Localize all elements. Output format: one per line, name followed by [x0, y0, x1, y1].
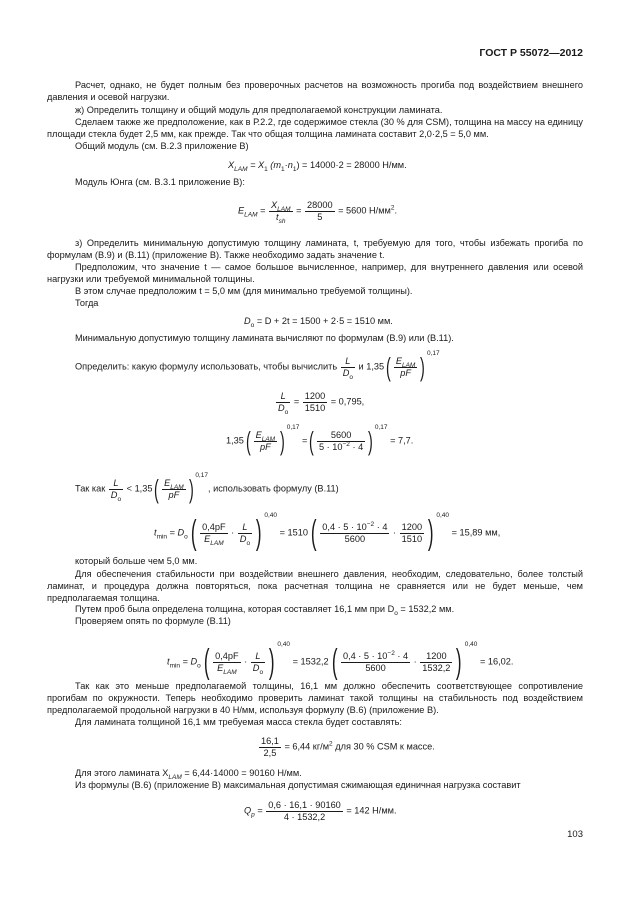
equation-ratio: $\frac{L}{D_o}$ = $\frac{1200}{1510}$ = 0,795,	[278, 391, 365, 416]
paragraph: з) Определить минимальную допустимую толщину ламината, t, требуемую для того, чтобы избежать прогиба по формулам (В.9) и (В.11) (приложение В). Также необходимо задать значение t.	[47, 238, 583, 260]
equation-tmin-1: $t_{min} = D_o$( $\frac{0,4pF}{E_{LAM}}$ · $\frac{L}{D_o}$ ) $^{0,40}$ = 1510( $\frac{0,4 \cdot 5 \cdot 10^{-2} \cdot 4}{5600}$ · $\frac{1200}{1510}$ ) $^{0,40}$ = 15,89 мм,	[154, 512, 501, 552]
equation-stiffness: 1,35( $\frac{E_{LAM}}{pF}$ ) $^{0,17}$ =( $\frac{5600}{5 \cdot 10^{-2} \cdot 4}$ ) $^{0,17}$ = 7,7.	[226, 424, 414, 456]
paragraph: Минимальную допустимую толщину ламината вычисляют по формулам (В.9) или (В.11).	[75, 333, 454, 343]
paragraph: В этом случае предположим t = 5,0 мм (для минимально требуемой толщины).	[75, 286, 413, 296]
paragraph: Предположим, что значение t — самое большое вычисленное, например, для внутреннего давления или осевой нагрузки или требуемой минимальной толщины.	[47, 262, 583, 284]
paragraph: Общий модуль (см. В.2.3 приложение В)	[75, 141, 249, 151]
document-header: ГОСТ Р 55072—2012	[479, 47, 583, 59]
page-number: 103	[567, 829, 583, 840]
paragraph: который больше чем 5,0 мм.	[75, 556, 198, 566]
paragraph: Для этого ламината $X_{LAM} = 6,44\cdot 14000 = 90160$ Н/мм.	[75, 768, 302, 781]
equation-tmin-2: $t_{min} = D_o$( $\frac{0,4pF}{E_{LAM}}$ · $\frac{L}{D_o}$ ) $^{0,40}$ = 1532,2( $\frac{0,4 \cdot 5 \cdot 10^{-2} \cdot 4}{5600}$ · $\frac{1200}{1532,2}$ ) $^{0,40}$ = 16,02.	[167, 641, 514, 681]
paragraph: Из формулы (В.6) (приложение В) максимальная допустимая сжимающая единичная нагрузка составит	[75, 780, 521, 790]
paragraph: Проверяем опять по формуле (В.11)	[75, 616, 231, 626]
paragraph: Для обеспечения стабильности при воздействии внешнего давления, необходим, следовательно, более толстый ламинат, и процедура должна повторяться, пока расчетная толщина не сравняется или не будет меньше, чем предполагаемая толщина.	[47, 569, 583, 603]
equation-xlam: $X_{LAM} = X_1$ $(m_1\cdot n_1) = 14000\cdot 2 = 28000$ Н/мм.	[228, 160, 407, 173]
paragraph: Для ламината толщиной 16,1 мм требуемая масса стекла будет составлять:	[75, 717, 402, 727]
equation-qp: $Q_p$ = $\frac{0,6 \cdot 16,1 \cdot 90160}{4 \cdot 1532,2}$ = 142 Н/мм.	[244, 800, 397, 822]
paragraph: Модуль Юнга (см. В.3.1 приложение В):	[75, 177, 245, 187]
paragraph: Расчет, однако, не будет полным без проверочных расчетов на возможность прогиба под воздействием внешнего давления и осевой нагрузки.	[47, 80, 583, 102]
paragraph: Сделаем также же предположение, как в Р.2.2, где содержимое стекла (30 % для CSM), толщина на массу на единицу площади стекла будет 2,5 мм, как прежде. Так что общая толщина ламината составит 2,0·2,5 = 5,0 мм.	[47, 117, 583, 139]
paragraph: Путем проб была определена толщина, которая составляет 16,1 мм при $D_o = 1532,2$ мм.	[75, 604, 455, 617]
equation-elam: $E_{LAM}$ = $\frac{X_{LAM}}{t_{sh}}$ = $\frac{28000}{5}$ = 5600 $Н/мм^2$.	[238, 200, 398, 225]
paragraph: Так как это меньше предполагаемой толщины, 16,1 мм должно обеспечить соответствующее сопротивление прогибам по окружности. Теперь необходимо проверить ламинат такой толщины на стабильность под воздействием предполагаемой продольной нагрузки в 40 Н/мм, используя формулу (В.6) (приложение В).	[47, 681, 583, 715]
formula-choice: Определить: какую формулу использовать, чтобы вычислить $\frac{L}{D_o}$ и 1,35( $\frac{E_{LAM}}{pF}$ ) $^{0,17}$	[75, 350, 440, 382]
condition-line: Так как $\frac{L}{D_o}$ < 1,35( $\frac{E_{LAM}}{pF}$ ) $^{0,17}$, использовать формулу (В.11)	[75, 472, 339, 504]
paragraph: Тогда	[75, 298, 99, 308]
paragraph: ж) Определить толщину и общий модуль для предполагаемой конструкции ламината.	[75, 105, 443, 115]
equation-do: $D_o = D + 2t = 1500 + 2\cdot 5 = 1510$ мм.	[244, 316, 393, 329]
equation-glass-mass: $\frac{16,1}{2,5}$ = 6,44 $кг/м^2$ для 30 % CSM к массе.	[261, 736, 435, 758]
